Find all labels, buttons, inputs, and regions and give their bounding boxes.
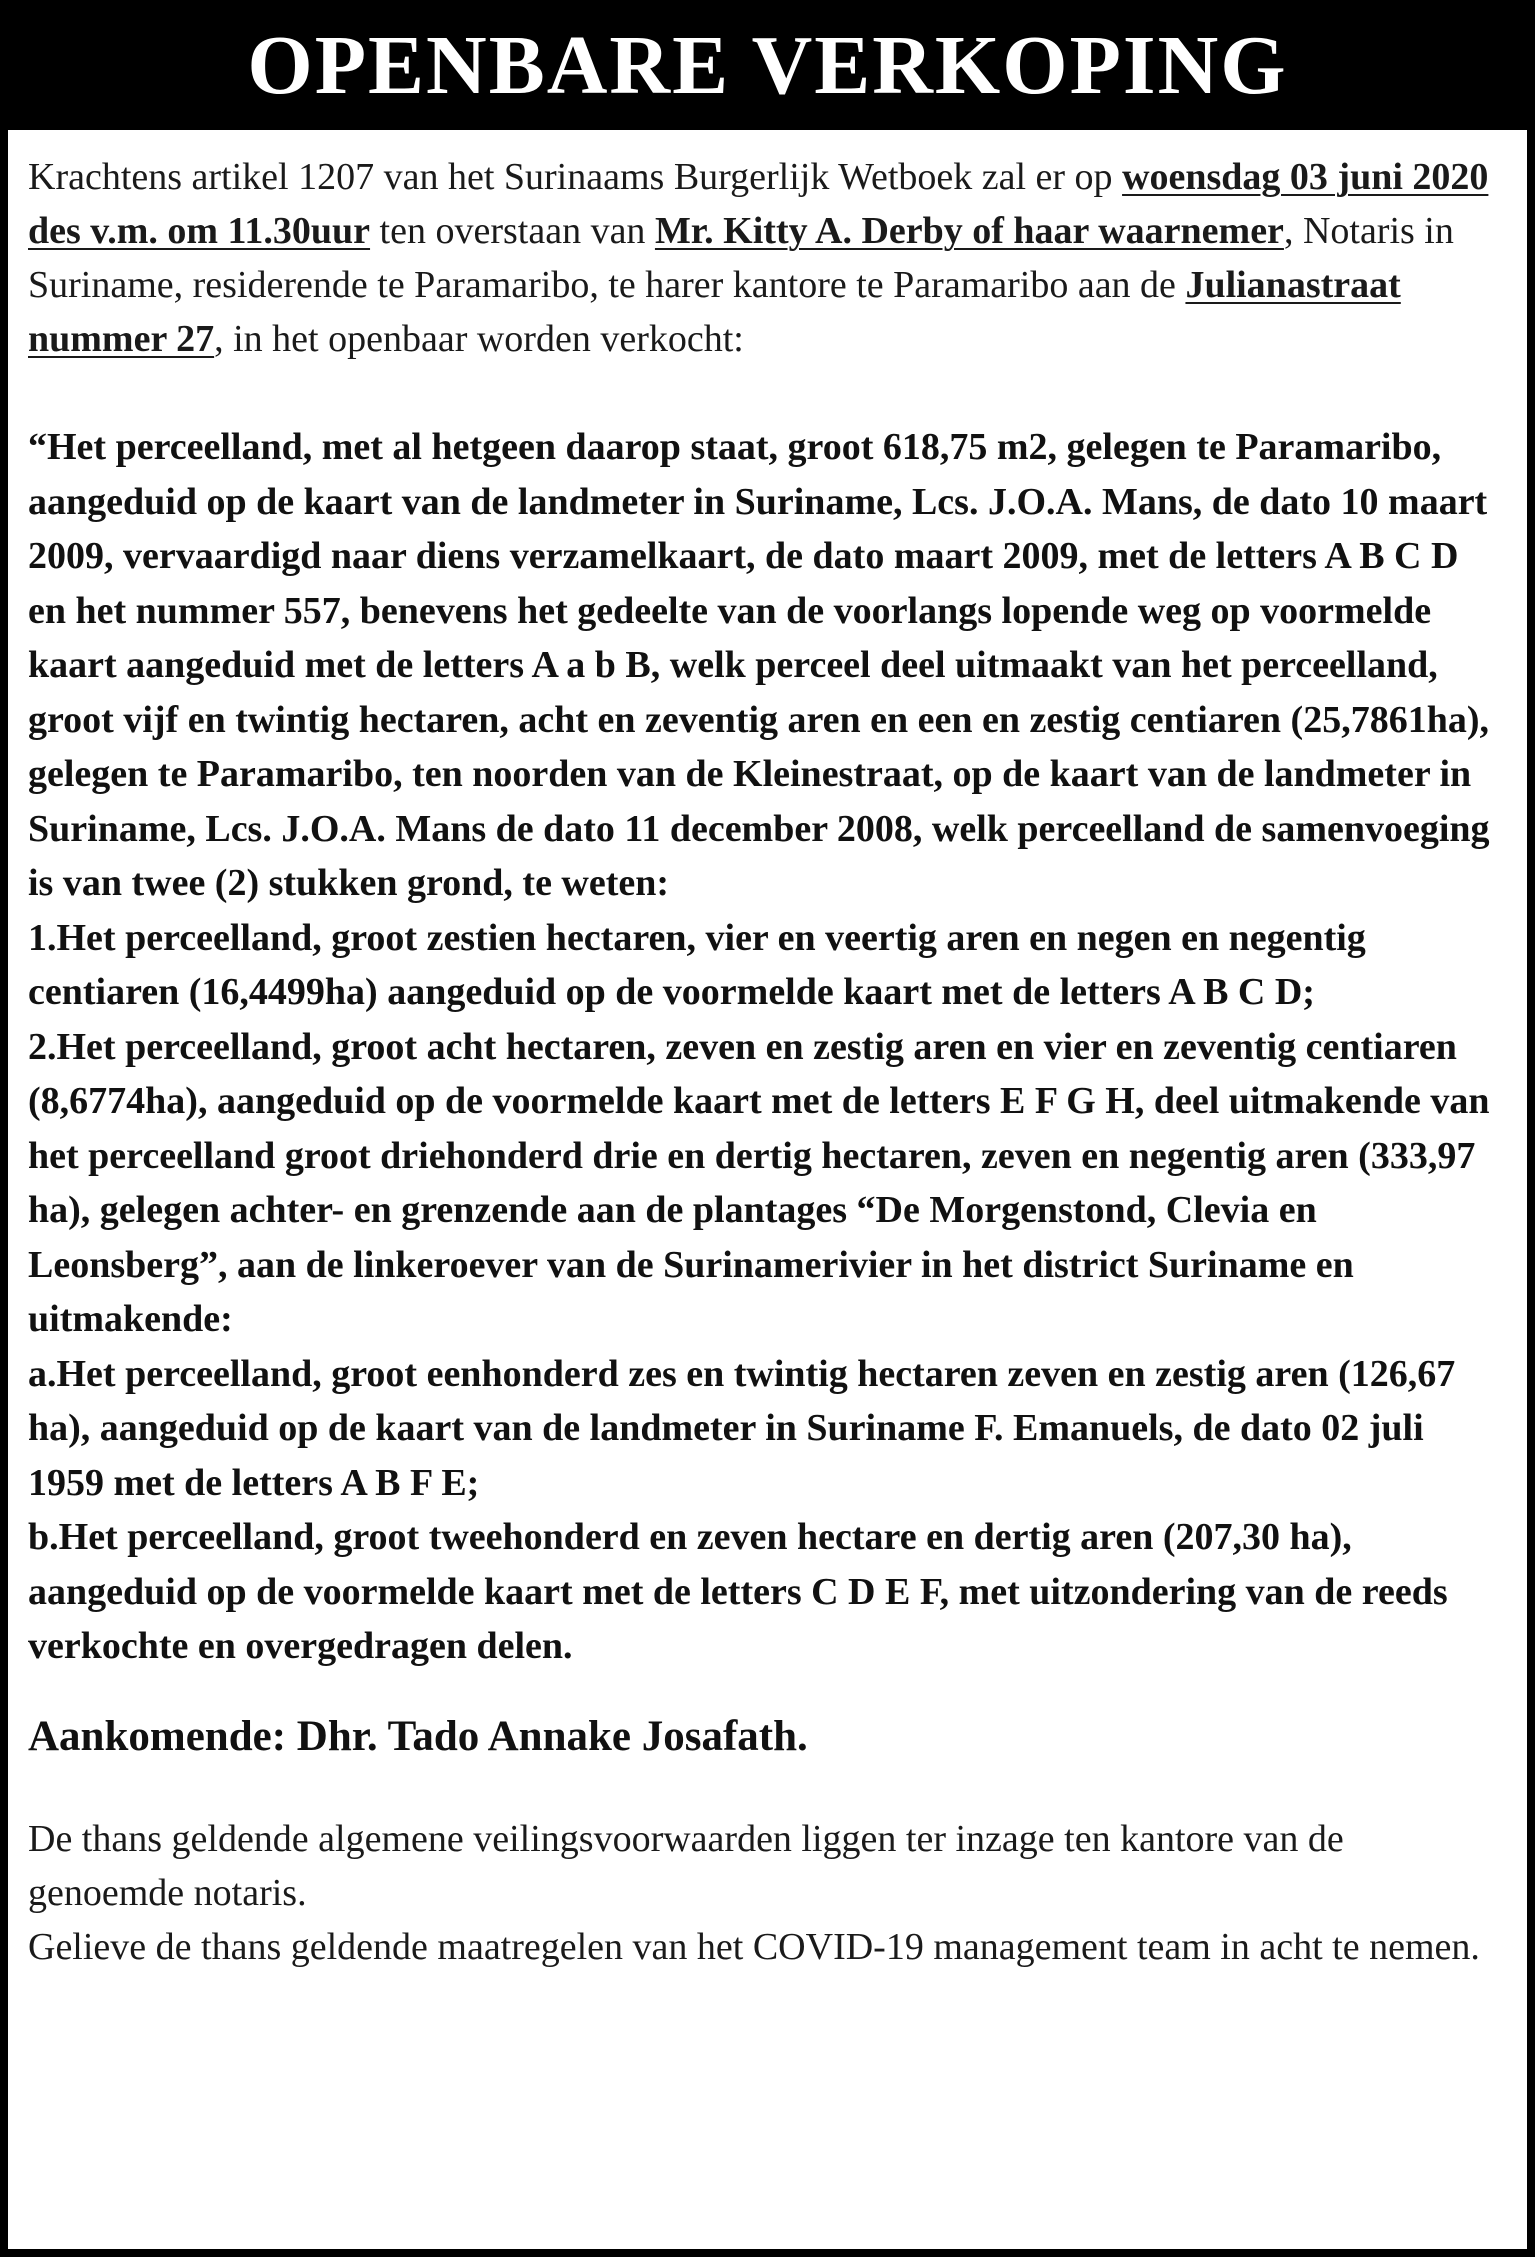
property-item-2: 2.Het perceelland, groot acht hectaren, zeven en zestig aren en vier en zeventig centiaren (8,6774ha), aangeduid op de voormelde kaart met de letters E F G H, deel uitmakende van het perceelland groot driehonderd drie en dertig hectaren, zeven en negentig aren (333,97 ha), gelegen achter- en grenzende aan de plantages “De Morgenstond, Clevia en Leonsberg”, aan de linkeroever van de Surinamerivier in het district Suriname en uitmakende: bbox=[28, 1025, 1490, 1340]
property-item-b: b.Het perceelland, groot tweehonderd en zeven hectare en dertig aren (207,30 ha), aangeduid op de voormelde kaart met de letters C D E F, met uitzondering van de reeds verkochte en overgedragen delen. bbox=[28, 1516, 1448, 1667]
spacer bbox=[28, 1764, 1505, 1812]
property-item-a: a.Het perceelland, groot eenhonderd zes en twintig hectaren zeven en zestig aren (126,67 ha), aangeduid op de kaart van de landmeter in Suriname F. Emanuels, de dato 02 juli 1959 met de letters A B F E; bbox=[28, 1352, 1456, 1504]
conditions-note: De thans geldende algemene veilingsvoorwaarden liggen ter inzage ten kantore van de genoemde notaris. bbox=[28, 1817, 1344, 1914]
notice-title: OPENBARE VERKOPING bbox=[8, 8, 1527, 130]
intro-text-3: , Notaris in Suriname, residerende te Paramaribo, te harer kantore te Paramaribo aan de bbox=[28, 210, 1454, 306]
intro-text-4: , in het openbaar worden verkocht: bbox=[214, 318, 744, 360]
heir-line: Aankomende: Dhr. Tado Annake Josafath. bbox=[28, 1712, 808, 1760]
spacer bbox=[28, 366, 1505, 420]
intro-text-1: Krachtens artikel 1207 van het Surinaams Burgerlijk Wetboek zal er op bbox=[28, 156, 1123, 198]
closing-notes bbox=[28, 1812, 1505, 1974]
intro-text-2: ten overstaan van bbox=[370, 210, 655, 252]
intro-paragraph bbox=[28, 150, 1505, 366]
notice-body bbox=[8, 130, 1527, 1974]
spacer bbox=[28, 1674, 1505, 1710]
property-main-text: “Het perceelland, met al hetgeen daarop staat, groot 618,75 m2, gelegen te Paramaribo, aangeduid op de kaart van de landmeter in Suriname, Lcs. J.O.A. Mans, de dato 10 maart 2009, vervaardigd naar diens verzamelkaart, de dato maart 2009, met de letters A B C D en het nummer 557, benevens het gedeelte van de voorlangs lopende weg op voormelde kaart aangeduid met de letters A a b B, welk perceel deel uitmaakt van het perceelland, groot vijf en twintig hectaren, acht en zeventig aren en een en zestig centiaren (25,7861ha), gelegen te Paramaribo, ten noorden van de Kleinestraat, op de kaart van de landmeter in Suriname, Lcs. J.O.A. Mans de dato 11 december 2008, welk perceelland de samenvoeging is van twee (2) stukken grond, te weten: bbox=[28, 426, 1490, 904]
property-description bbox=[28, 420, 1505, 1674]
property-item-1: 1.Het perceelland, groot zestien hectaren, vier en veertig aren en negen en negentig centiaren (16,4499ha) aangeduid op de voormelde kaart met de letters A B C D; bbox=[28, 916, 1366, 1013]
notary-name: Mr. Kitty A. Derby of haar waarnemer bbox=[654, 210, 1284, 252]
auction-date: woensdag 03 juni 2020 des v.m. om 11.30uur bbox=[28, 156, 1489, 252]
covid-note: Gelieve de thans geldende maatregelen van het COVID-19 management team in acht te nemen. bbox=[28, 1925, 1480, 1968]
office-address: Julianastraat nummer 27 bbox=[28, 264, 1401, 360]
